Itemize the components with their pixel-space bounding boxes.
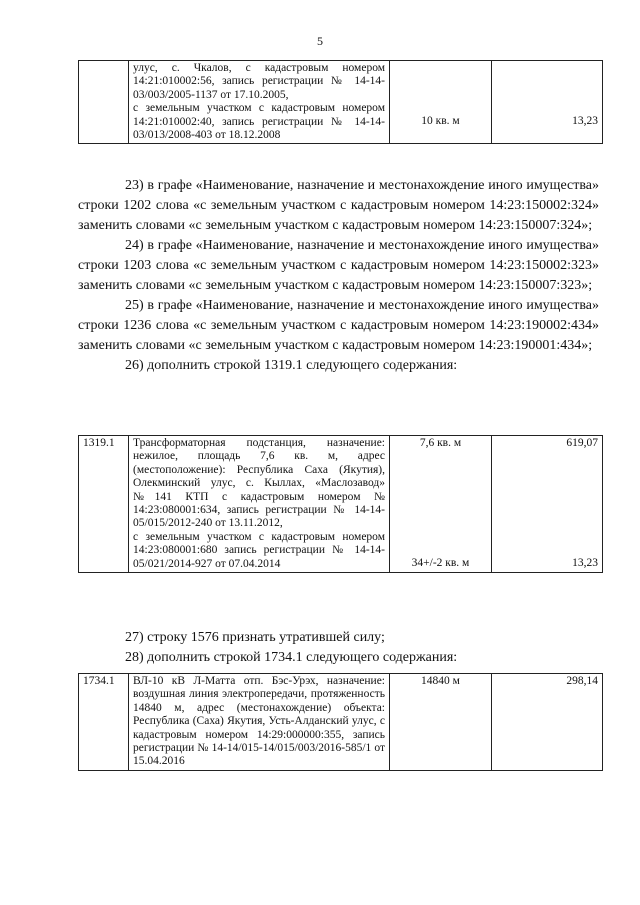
value-cell: 298,14	[492, 674, 603, 771]
value-land: 13,23	[572, 557, 598, 569]
description-land: с земельным участком с кадастровым номером 14:23:080001:680 запись регистрации № 14-14-05/021/2014-927 от 07.04.2014	[133, 530, 385, 570]
area-cell	[390, 436, 492, 573]
amendment-paragraphs-b	[78, 628, 599, 668]
amendment-paragraphs-a	[78, 176, 599, 376]
property-description: ВЛ-10 кВ Л-Матта отп. Бэс-Урэх, назначение: воздушная линия электропередачи, протяженность 14840 м, адрес (местонахождение) объекта: Республика (Саха) Якутия, Усть-Алданский улус, с кадастровым номером 14:29:000000:355, запись регистрации № 14-14/015-14/015/003/2016-585/1 от 15.04.2016	[129, 674, 390, 771]
value-main	[496, 62, 598, 115]
registry-table-row-1319-1	[78, 435, 603, 573]
area-main: 7,6 кв. м	[419, 437, 462, 449]
value-cell	[492, 61, 603, 144]
table-row	[79, 61, 603, 144]
description-main: Трансформаторная подстанция, назначение: нежилое, площадь 7,6 кв. м, адрес (местоположение): Республика Саха (Якутия), Олекминский улус, с. Кыллах, «Маслозавод» №141 КТП с кадастровым номером № 14:23:080001:634, запись регистрации № 14-14-05/015/2012-240 от 13.11.2012,	[133, 437, 385, 530]
paragraph-28: 28) дополнить строкой 1734.1 следующего содержания:	[125, 650, 458, 665]
area-cell	[390, 61, 492, 144]
registry-table-continuation	[78, 60, 603, 144]
table-row	[79, 674, 603, 771]
property-description	[129, 436, 390, 573]
property-description	[129, 61, 390, 144]
paragraph-24: 24) в графе «Наименование, назначение и местонахождение иного имущества» строки 1203 слова «с земельным участком с кадастровым номером 14:23:150002:323» заменить словами «с земельным участком с кадастровым номером 14:23:150007:323»;	[78, 238, 599, 293]
area-cell: 14840 м	[390, 674, 492, 771]
table-row	[79, 436, 603, 573]
paragraph-27: 27) строку 1576 признать утратившей силу;	[125, 630, 385, 645]
page-number: 5	[317, 34, 323, 48]
description-main: улус, с. Чкалов, с кадастровым номером 14:21:010002:56, запись регистрации № 14-14-03/003/2005-1137 от 17.10.2005,	[133, 62, 385, 101]
paragraph-26: 26) дополнить строкой 1319.1 следующего содержания:	[125, 358, 458, 373]
value-land: 13,23	[572, 115, 598, 127]
value-main: 619,07	[566, 437, 598, 449]
area-land: 34+/-2 кв. м	[411, 557, 470, 569]
paragraph-25: 25) в графе «Наименование, назначение и местонахождение иного имущества» строки 1236 слова «с земельным участком с кадастровым номером 14:23:190002:434» заменить словами «с земельным участком с кадастровым номером 14:23:190001:434»;	[78, 298, 599, 353]
row-number: 1319.1	[79, 436, 129, 573]
area-main	[394, 62, 487, 115]
value-cell	[492, 436, 603, 573]
row-number	[79, 61, 129, 144]
description-land: с земельным участком с кадастровым номером 14:21:010002:40, запись регистрации № 14-14-03/013/2008-403 от 18.12.2008	[133, 102, 385, 142]
registry-table-row-1734-1	[78, 673, 603, 771]
area-land: 10 кв. м	[421, 115, 460, 127]
paragraph-23: 23) в графе «Наименование, назначение и местонахождение иного имущества» строки 1202 слова «с земельным участком с кадастровым номером 14:23:150002:324» заменить словами «с земельным участком с кадастровым номером 14:23:150007:324»;	[78, 178, 599, 233]
row-number: 1734.1	[79, 674, 129, 771]
